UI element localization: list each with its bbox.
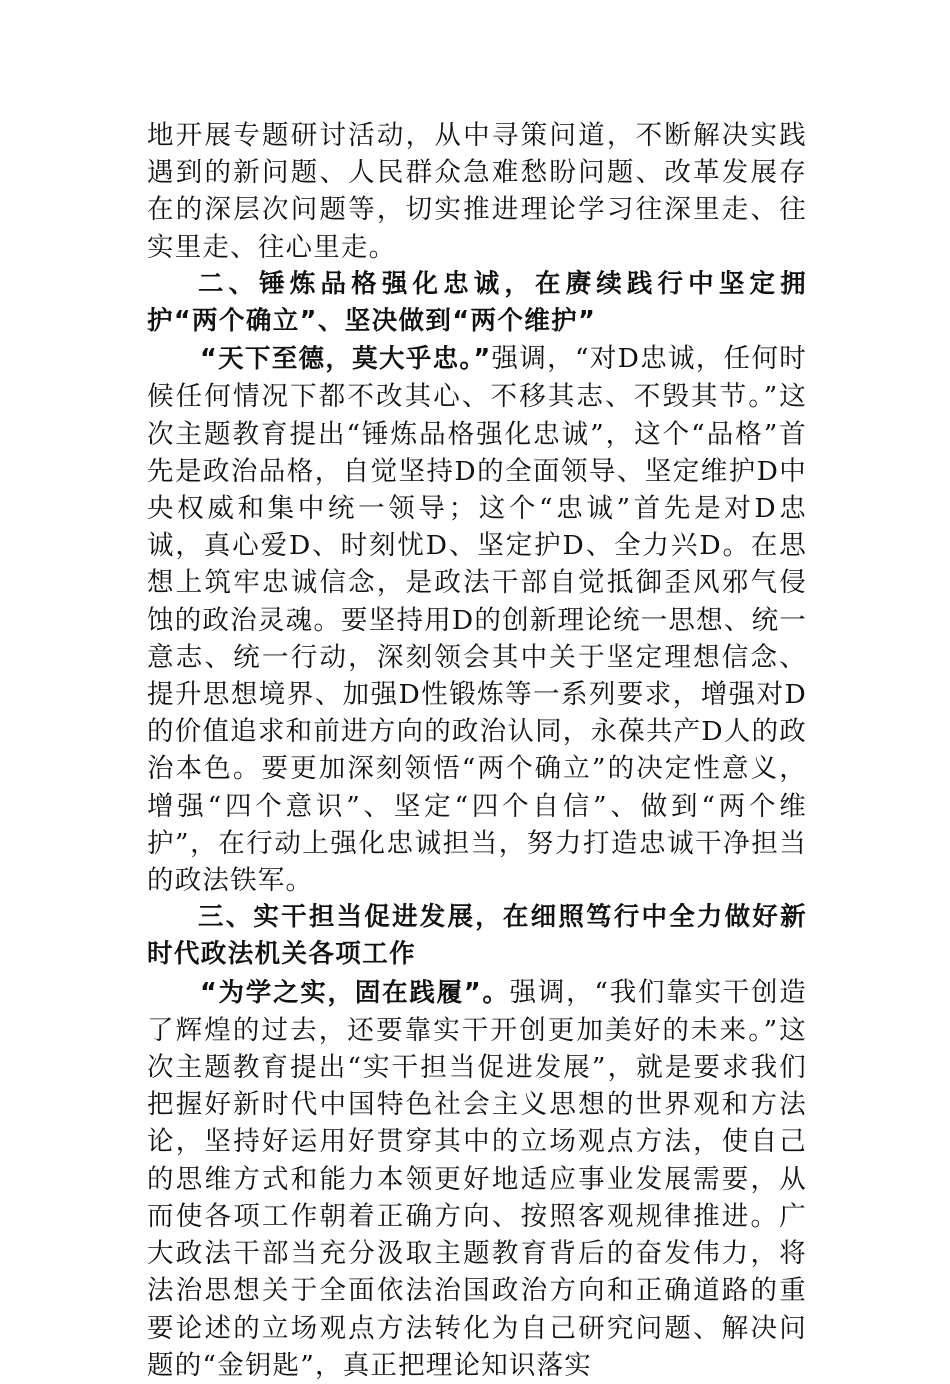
body-paragraph-practice <box>147 974 807 1384</box>
paragraph-lead-quote: “为学之实，固在践履”。 <box>200 977 510 1008</box>
paragraph-lead-quote: “天下至德，莫大乎忠。” <box>200 344 492 375</box>
paragraph-body-text: 强调，“我们靠实干创造了辉煌的过去，还要靠实干开创更加美好的未来。”这次主题教育提出“实干担当促进发展”，就是要求我们把握好新时代中国特色社会主义思想的世界观和方法论，坚持好运用好贯穿其中的立场观点方法，使自己的思维方式和能力本领更好地适应事业发展需要，从而使各项工作朝着正确方向、按照客观规律推进。广大政法干部当充分汲取主题教育背后的奋发伟力，将法治思想关于全面依法治国政治方向和正确道路的重要论述的立场观点方法转化为自己研究问题、解决问题的“金钥匙”，真正把理论知识落实 <box>147 976 808 1381</box>
body-paragraph-loyalty <box>147 340 807 899</box>
body-paragraph-continued: 地开展专题研讨活动，从中寻策问道，不断解决实践遇到的新问题、人民群众急难愁盼问题、改革发展存在的深层次问题等，切实推进理论学习往深里走、往实里走、往心里走。 <box>147 120 807 263</box>
section-heading-2: 二、锤炼品格强化忠诚，在赓续践行中坚定拥护“两个确立”、坚决做到“两个维护” <box>147 268 807 337</box>
document-page <box>147 117 807 1384</box>
section-heading-3: 三、实干担当促进发展，在细照笃行中全力做好新时代政法机关各项工作 <box>147 902 807 970</box>
paragraph-body-text: 强调，“对D忠诚，任何时候任何情况下都不改其心、不移其志、不毁其节。”这次主题教育提出“锤炼品格强化忠诚”，这个“品格”首先是政治品格，自觉坚持D的全面领导、坚定维护D中央权威和集中统一领导；这个“忠诚”首先是对D忠诚，真心爱D、时刻忧D、坚定护D、全力兴D。在思想上筑牢忠诚信念，是政法干部自觉抵御歪风邪气侵蚀的政治灵魂。要坚持用D的创新理论统一思想、统一意志、统一行动，深刻领会其中关于坚定理想信念、提升思想境界、加强D性锻炼等一系列要求，增强对D的价值追求和前进方向的政治认同，永葆共产D人的政治本色。要更加深刻领悟“两个确立”的决定性意义，增强“四个意识”、坚定“四个自信”、做到“两个维护”，在行动上强化忠诚担当，努力打造忠诚干净担当的政法铁军。 <box>147 343 808 897</box>
